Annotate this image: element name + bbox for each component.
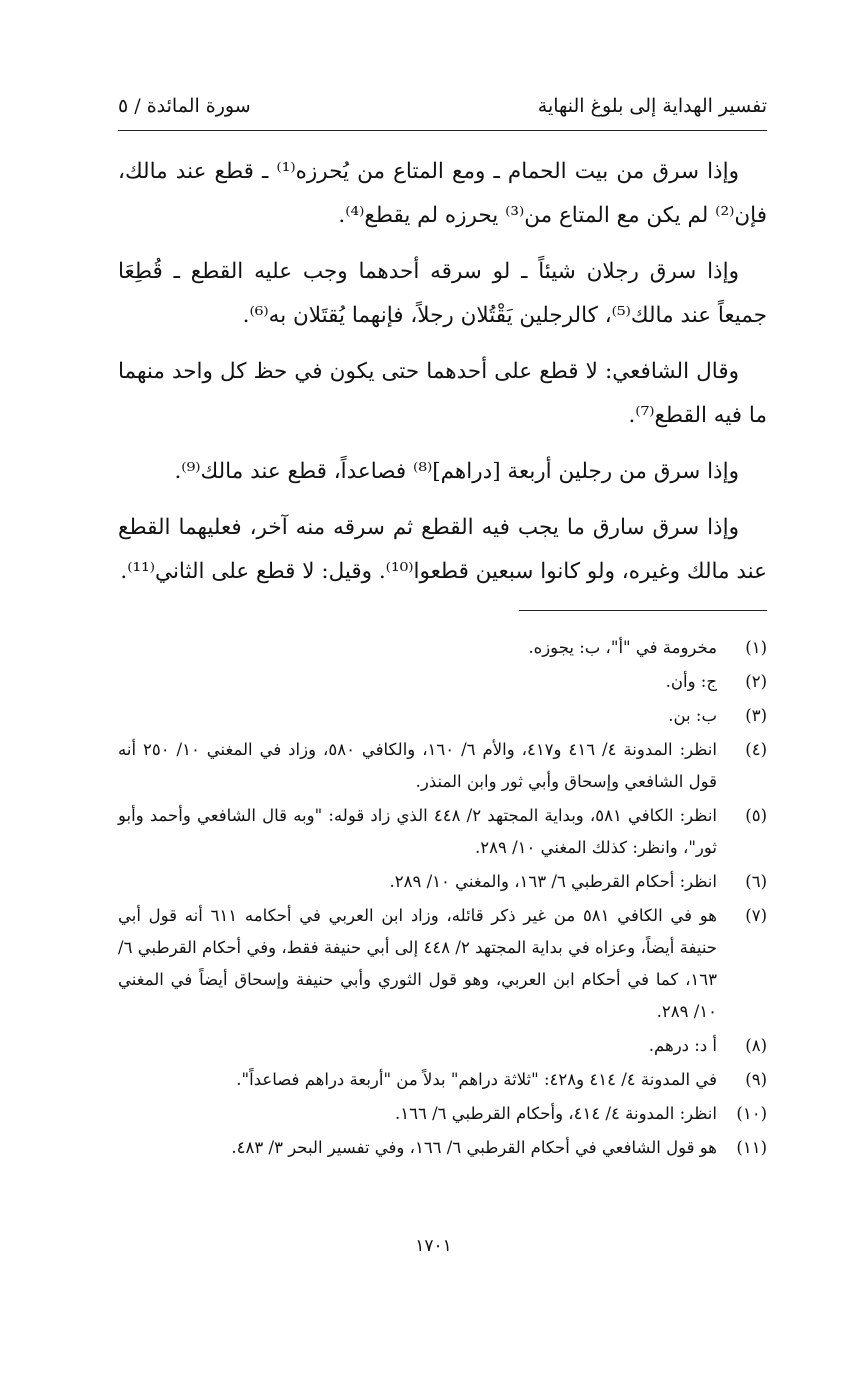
footnote <box>118 734 767 798</box>
footnote <box>118 900 767 1028</box>
footnote-text: ج: وأن. <box>665 672 717 691</box>
footnote <box>118 666 767 698</box>
page-number: ١٧٠١ <box>415 1236 452 1256</box>
footnote-number: (٦) <box>745 872 767 891</box>
paragraph: وقال الشافعي: لا قطع على أحدهما حتى يكون في حظ كل واحد منهما ما فيه القطع⁽⁷⁾. <box>118 359 767 428</box>
footnote-number: (٨) <box>745 1036 767 1055</box>
footnote <box>118 1030 767 1062</box>
paragraph: وإذا سرق من رجلين أربعة [دراهم]⁽⁸⁾ فصاعداً، قطع عند مالك⁽⁹⁾. <box>174 459 739 484</box>
running-header <box>118 88 767 131</box>
footnote-text: انظر: أحكام القرطبي ٦/ ١٦٣، والمغني ١٠/ ٢٨٩. <box>389 872 717 891</box>
footnote-number: (٤) <box>745 740 767 759</box>
footnotes <box>118 632 767 1166</box>
footnote-text: هو قول الشافعي في أحكام القرطبي ٦/ ١٦٦، وفي تفسير البحر ٣/ ٤٨٣. <box>231 1138 717 1157</box>
footnote-number: (٢) <box>745 672 767 691</box>
footnote-number: (٧) <box>745 906 767 925</box>
footnote <box>118 1064 767 1096</box>
footnote <box>118 632 767 664</box>
footnote-text: انظر: المدونة ٤/ ٤١٤، وأحكام القرطبي ٦/ ١٦٦. <box>395 1104 717 1123</box>
footnote-text: أ د: درهم. <box>648 1036 717 1055</box>
paragraph: وإذا سرق سارق ما يجب فيه القطع ثم سرقه منه آخر، فعليهما القطع عند مالك وغيره، ولو كانوا سبعين قطعوا⁽¹⁰⁾. وقيل: لا قطع على الثاني⁽¹¹⁾. <box>118 515 767 584</box>
footnote-number: (١٠) <box>736 1104 767 1123</box>
footnote <box>118 700 767 732</box>
footnote <box>118 1098 767 1130</box>
chapter-label: سورة المائدة / ٥ <box>118 95 251 117</box>
footnote-text: في المدونة ٤/ ٤١٤ و٤٢٨: "ثلاثة دراهم" بدلاً من "أربعة دراهم فصاعداً". <box>236 1070 717 1089</box>
paragraph: وإذا سرق رجلان شيئاً ـ لو سرقه أحدهما وجب عليه القطع ـ قُطِعَا جميعاً عند مالك⁽⁵⁾، كالرجلين يَقْتُلان رجلاً، فإنهما يُقتَلان به⁽⁶⁾. <box>118 259 767 328</box>
footnote-text: انظر: الكافي ٥٨١، وبداية المجتهد ٢/ ٤٤٨ الذي زاد قوله: "وبه قال الشافعي وأحمد وأبو ثور"، وانظر: كذلك المغني ١٠/ ٢٨٩. <box>118 806 717 857</box>
footnote <box>118 866 767 898</box>
paragraph: وإذا سرق من بيت الحمام ـ ومع المتاع من يُحرزه⁽¹⁾ ـ قطع عند مالك، فإن⁽²⁾ لم يكن مع المتاع من⁽³⁾ يحرزه لم يقطع⁽⁴⁾. <box>118 159 767 228</box>
footnote-text: انظر: المدونة ٤/ ٤١٦ و٤١٧، والأم ٦/ ١٦٠، والكافي ٥٨٠، وزاد في المغني ١٠/ ٢٥٠ أنه قول الشافعي وإسحاق وأبي ثور وابن المنذر. <box>118 740 717 791</box>
footnote-separator <box>519 610 767 611</box>
footnote-number: (١١) <box>736 1138 767 1157</box>
footnote-number: (٥) <box>745 806 767 825</box>
footnote-number: (٩) <box>745 1070 767 1089</box>
footnote-number: (٣) <box>745 706 767 725</box>
footnote-text: ب: بن. <box>668 706 717 725</box>
footnote-number: (١) <box>745 638 767 657</box>
footnote-text: مخرومة في "أ"، ب: يجوزه. <box>528 638 717 657</box>
footnote <box>118 800 767 864</box>
book-title: تفسير الهداية إلى بلوغ النهاية <box>537 95 767 117</box>
footnote-text: هو في الكافي ٥٨١ من غير ذكر قائله، وزاد ابن العربي في أحكامه ٦١١ أنه قول أبي حنيفة أيضاً، وعزاه في بداية المجتهد ٢/ ٤٤٨ إلى أبي حنيفة فقط، وفي أحكام القرطبي ٦/ ١٦٣، كما في أحكام ابن العربي، وهو قول الثوري وأبي حنيفة وإسحاق أيضاً في المغني ١٠/ ٢٨٩. <box>118 906 717 1021</box>
footnote <box>118 1132 767 1164</box>
main-text <box>118 150 767 606</box>
